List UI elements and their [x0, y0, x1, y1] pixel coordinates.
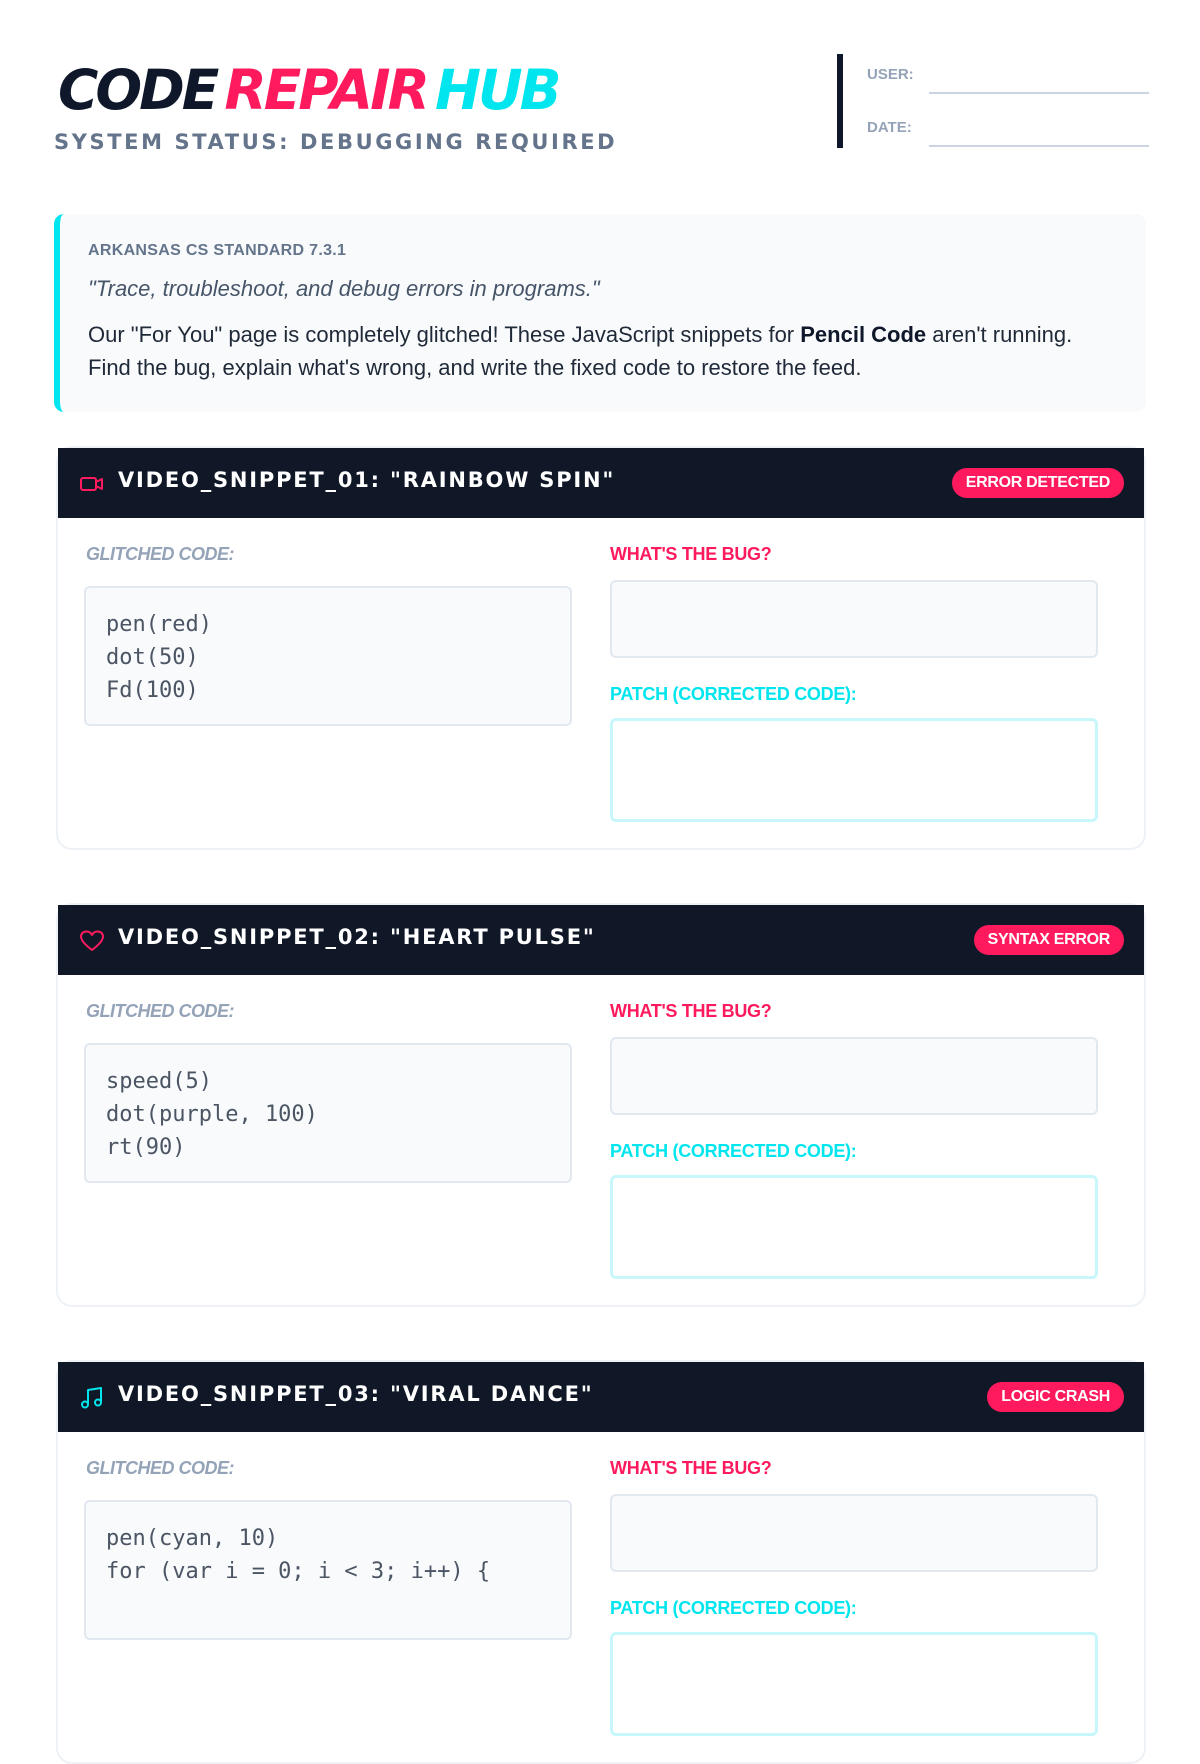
- bug-answer-box[interactable]: [610, 1494, 1098, 1572]
- user-input-line[interactable]: [929, 92, 1149, 94]
- snippet-card-header: [58, 905, 1144, 975]
- video-camera-icon: [78, 470, 106, 498]
- code-line: for (var i = 0; i < 3; i++) {: [106, 1559, 491, 1584]
- page-subtitle: SYSTEM STATUS: DEBUGGING REQUIRED: [54, 130, 618, 154]
- status-badge: ERROR DETECTED: [952, 468, 1124, 498]
- student-info-block: [837, 54, 1149, 148]
- title-word-code: CODE: [58, 58, 217, 122]
- snippet-title: VIDEO_SNIPPET_03: "VIRAL DANCE": [118, 1382, 594, 1406]
- glitched-code-label: GLITCHED CODE:: [86, 544, 234, 564]
- snippet-title: VIDEO_SNIPPET_01: "RAINBOW SPIN": [118, 468, 616, 492]
- instructions-part-1: Our "For You" page is completely glitched! These JavaScript snippets for: [88, 322, 801, 347]
- snippet-card-1: [56, 446, 1146, 850]
- music-note-icon: [78, 1384, 106, 1412]
- pencil-code-name: Pencil Code: [800, 322, 927, 347]
- date-label: DATE:: [867, 119, 912, 136]
- bug-question-label: WHAT'S THE BUG?: [610, 1001, 772, 1021]
- snippet-title: VIDEO_SNIPPET_02: "HEART PULSE": [118, 925, 596, 949]
- code-line: dot(50): [106, 645, 199, 670]
- user-label: USER:: [867, 66, 914, 83]
- title-word-hub: HUB: [434, 58, 559, 122]
- status-badge: SYNTAX ERROR: [974, 925, 1124, 955]
- snippet-card-header: [58, 448, 1144, 518]
- standard-info-box: [54, 214, 1146, 412]
- title-word-repair: REPAIR: [224, 58, 427, 122]
- patch-answer-box[interactable]: [610, 718, 1098, 822]
- standard-quote: "Trace, troubleshoot, and debug errors in programs.": [88, 276, 600, 301]
- snippet-card-3: [56, 1360, 1146, 1764]
- page-title: [58, 58, 559, 122]
- patch-answer-box[interactable]: [610, 1632, 1098, 1736]
- code-line: speed(5): [106, 1069, 212, 1094]
- status-badge: LOGIC CRASH: [987, 1382, 1124, 1412]
- snippet-card-header: [58, 1362, 1144, 1432]
- code-line: dot(purple, 100): [106, 1102, 318, 1127]
- code-line: pen(cyan, 10): [106, 1526, 279, 1551]
- snippet-card-2: [56, 903, 1146, 1307]
- heart-icon: [78, 927, 106, 955]
- bug-question-label: WHAT'S THE BUG?: [610, 1458, 772, 1478]
- glitched-code-block: [84, 586, 572, 726]
- patch-label: PATCH (CORRECTED CODE):: [610, 684, 857, 704]
- patch-label: PATCH (CORRECTED CODE):: [610, 1141, 857, 1161]
- date-field[interactable]: [867, 111, 1149, 151]
- glitched-code-label: GLITCHED CODE:: [86, 1001, 234, 1021]
- date-input-line[interactable]: [929, 145, 1149, 147]
- standard-label: ARKANSAS CS STANDARD 7.3.1: [88, 242, 347, 259]
- user-field[interactable]: [867, 58, 1149, 98]
- bug-answer-box[interactable]: [610, 580, 1098, 658]
- bug-answer-box[interactable]: [610, 1037, 1098, 1115]
- instructions-text: [88, 318, 1118, 384]
- glitched-code-block: [84, 1043, 572, 1183]
- glitched-code-label: GLITCHED CODE:: [86, 1458, 234, 1478]
- patch-label: PATCH (CORRECTED CODE):: [610, 1598, 857, 1618]
- instructions-part-2: aren't running. Find the bug, explain what's wrong, and write the fixed code to restore the feed.: [88, 322, 1073, 380]
- code-line: pen(red): [106, 612, 212, 637]
- bug-question-label: WHAT'S THE BUG?: [610, 544, 772, 564]
- glitched-code-block: [84, 1500, 572, 1640]
- code-line: Fd(100): [106, 678, 199, 703]
- code-line: rt(90): [106, 1135, 186, 1160]
- page-header: [54, 50, 1146, 160]
- patch-answer-box[interactable]: [610, 1175, 1098, 1279]
